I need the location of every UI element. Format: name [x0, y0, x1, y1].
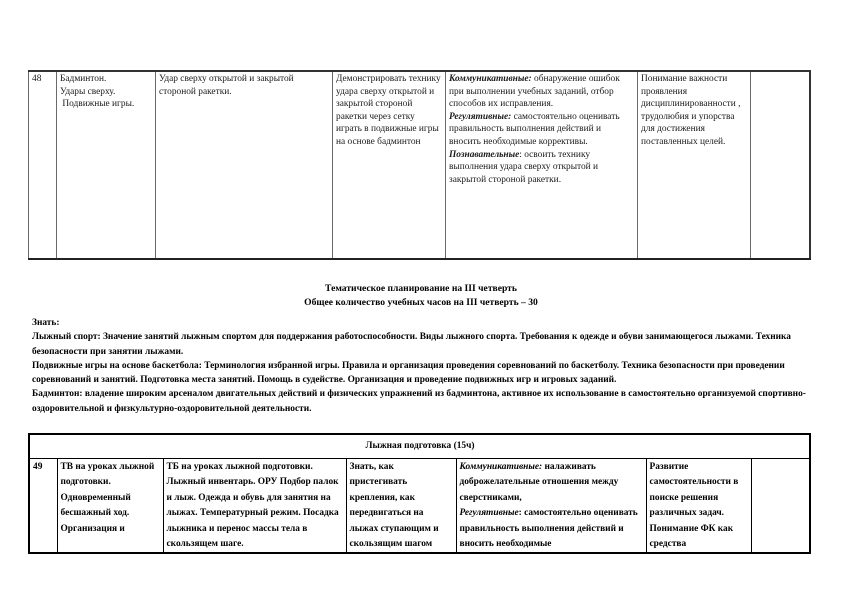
lesson-activities-cell	[346, 459, 456, 554]
lesson-number: 49	[33, 462, 43, 472]
communicative-label: Коммуникативные:	[459, 462, 543, 472]
lesson-uud-cell	[446, 71, 638, 259]
regulatory-label: Регулятивные:	[449, 111, 512, 122]
section-title-cell	[29, 434, 810, 459]
knowledge-item-text: : владение широким арсеналом двигательных действий и физических упражнений из бадминтона, активное их использование в самостоятельно организуемой спортивно-оздоровительной и физкультурно-оздоровительной деятельности.	[32, 389, 806, 414]
knowledge-item-text: : Терминология избранной игры. Правила и организация проведения соревнований по баскетболу. Техника безопасности при проведении соревнований и занятий. Подготовка места занятий. Помощь в судействе. Организация и проведение подвижных игр и игровых заданий.	[32, 360, 785, 386]
table-row	[29, 71, 810, 259]
knowledge-item-label: Подвижные игры на основе баскетбола	[32, 360, 199, 371]
lesson-personal-cell	[646, 459, 751, 554]
knowledge-item-text: : Значение занятий лыжным спортом для поддержания работоспособности. Виды лыжного спорта. Требования к одежде и обуви занимающегося лыжами. Техника безопасности при занятии лыжами.	[32, 332, 791, 357]
topic-line: Удары сверху.	[60, 86, 116, 97]
lesson-content: ТБ на уроках лыжной подготовки. Лыжный инвентарь. ОРУ Подбор палок и лыж. Одежда и обувь для занятия на лыжах. Температурный режим. Посадка лыжника и перенос массы тела в скользящем шаге.	[166, 462, 339, 550]
knowledge-item	[32, 359, 812, 388]
regulatory-text: : самостоятельно оценивать правильность выполнения действий и вносить необходимые	[459, 508, 638, 550]
knowledge-section	[32, 316, 812, 416]
lesson-content: Удар сверху открытой и закрытой стороной ракетки.	[159, 74, 294, 97]
page-title: Тематическое планирование на III четверть	[325, 283, 517, 294]
lesson-activities: Демонстрировать технику удара сверху открытой и закрытой стороной ракетки через сетку играть в подвижные игры на основе бадминтон	[336, 74, 441, 147]
lesson-notes-cell	[751, 459, 810, 554]
section-title: Лыжная подготовка (15ч)	[365, 441, 475, 452]
communicative-text: налаживать доброжелательные отношения между сверстниками,	[459, 462, 619, 503]
knowledge-item-label: Бадминтон	[32, 389, 80, 400]
topic-line: Подвижные игры.	[60, 99, 135, 110]
lesson-topic-cell	[57, 459, 163, 554]
knowledge-item	[32, 330, 812, 359]
lesson-content-cell	[163, 459, 346, 554]
section-header-row	[29, 434, 810, 459]
lesson-number-cell	[29, 459, 57, 554]
lesson-personal: Понимание важности проявления дисциплинированности , трудолюбия и упорства для достижения поставленных целей.	[641, 74, 741, 147]
lesson-personal: Развитие самостоятельности в поиске решения различных задач. Понимание ФК как средства	[649, 462, 739, 550]
knowledge-item	[32, 387, 812, 416]
lesson-48-table	[28, 70, 811, 260]
lesson-topic: ТВ на уроках лыжной подготовки. Одновременный бесшажный ход. Организация и	[60, 462, 155, 534]
table-row	[29, 459, 810, 554]
cognitive-text: : освоить технику выполнения удара сверху открытой и закрытой стороной ракетки.	[449, 149, 599, 185]
regulatory-label: Регулятивные	[459, 508, 519, 519]
knowledge-item-label: Лыжный спорт	[32, 332, 98, 343]
lesson-topic-cell	[57, 71, 156, 259]
page-subtitle: Общее количество учебных часов на III четверть – 30	[304, 297, 538, 308]
lesson-49-table	[28, 433, 811, 554]
lesson-uud-cell	[456, 459, 646, 554]
knowledge-intro: Знать:	[32, 318, 60, 328]
communicative-label: Коммуникативные:	[449, 74, 532, 84]
communicative-text: обнаружение ошибок при выполнении учебных заданий, отбор способов их исправления.	[449, 74, 620, 110]
topic-line: Бадминтон.	[60, 74, 107, 84]
lesson-content-cell	[156, 71, 333, 259]
lesson-activities: Знать, как пристегивать крепления, как передвигаться на лыжах ступающим и скользящим шагом	[349, 462, 439, 550]
regulatory-text: самостоятельно оценивать правильность выполнения действий и вносить необходимые коррективы.	[449, 111, 620, 147]
cognitive-label: Познавательные	[449, 149, 520, 160]
lesson-number-cell	[29, 71, 57, 259]
lesson-number: 48	[32, 74, 42, 84]
lesson-personal-cell	[638, 71, 751, 259]
lesson-activities-cell	[333, 71, 446, 259]
lesson-notes-cell	[751, 71, 810, 259]
